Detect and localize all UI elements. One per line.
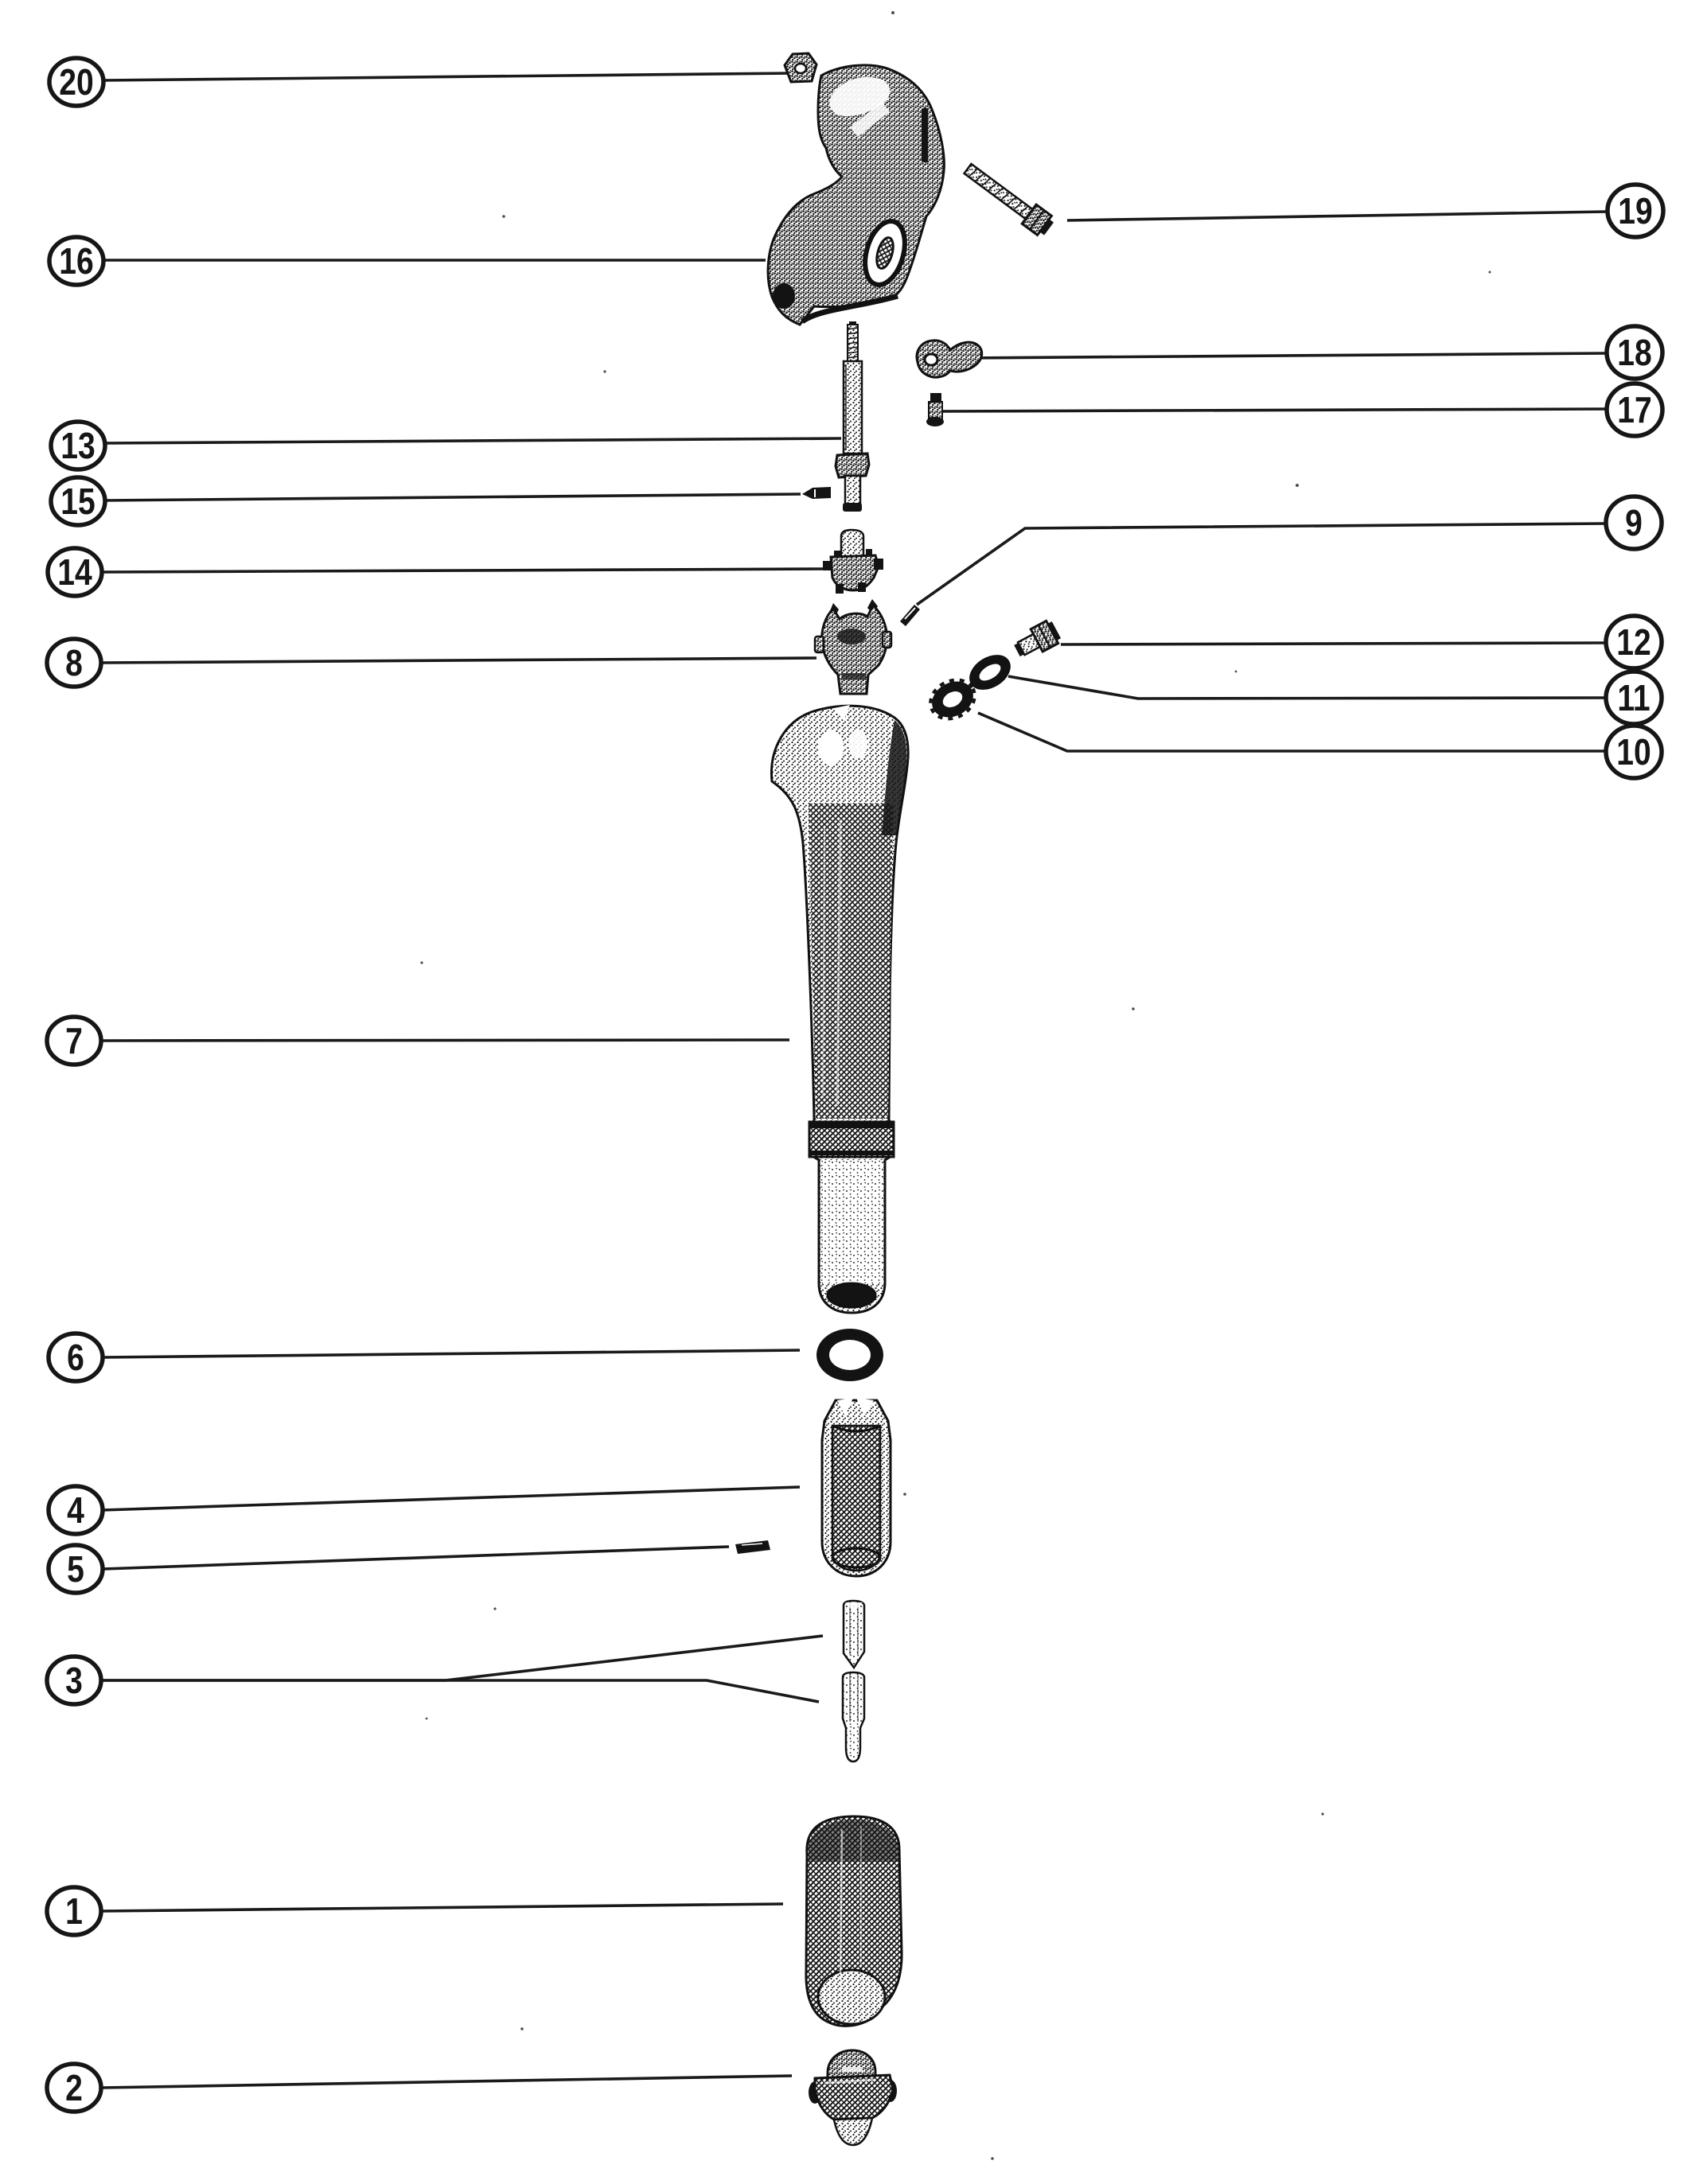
arm-bore-opening <box>828 1283 875 1307</box>
arm-head-highlight <box>818 730 844 765</box>
callout-14 <box>48 548 102 596</box>
callout-number: 5 <box>67 1549 84 1590</box>
callout-number: 19 <box>1618 191 1653 232</box>
part-rubber-mount-1 <box>806 1816 902 2026</box>
callout-20 <box>49 58 103 106</box>
callout-number: 18 <box>1617 333 1652 374</box>
part-hex-nut-20 <box>785 53 816 82</box>
callout-number: 13 <box>60 426 95 467</box>
lever-hole <box>925 354 937 365</box>
callout-number: 1 <box>65 1891 83 1933</box>
callout-number: 11 <box>1617 678 1650 719</box>
callout-number: 3 <box>65 1660 83 1702</box>
callout-number: 9 <box>1625 503 1643 544</box>
callout-18 <box>1607 326 1662 379</box>
callout-number: 14 <box>57 552 92 594</box>
callout-4 <box>49 1486 103 1534</box>
part-drive-pin-3-upper <box>844 1601 864 1668</box>
callout-number: 15 <box>60 481 95 523</box>
callout-number: 16 <box>59 241 94 282</box>
arm-column-shading <box>809 804 893 1119</box>
arm-lower-cylinder <box>820 1160 883 1283</box>
callout-16 <box>49 237 103 285</box>
callout-10 <box>1606 726 1662 778</box>
callout-number: 4 <box>67 1490 84 1532</box>
callout-6 <box>49 1333 103 1381</box>
callout-19 <box>1608 185 1663 237</box>
callout-number: 10 <box>1616 732 1651 773</box>
callout-number: 8 <box>65 643 83 684</box>
bracket-lower-hole <box>773 283 795 309</box>
callout-number: 17 <box>1617 390 1652 431</box>
callout-2 <box>47 2064 101 2112</box>
callout-8 <box>47 639 101 687</box>
callout-11 <box>1606 672 1662 724</box>
callout-1 <box>47 1887 101 1935</box>
shaft-collar <box>836 454 869 477</box>
callout-number: 7 <box>65 1021 83 1062</box>
callout-9 <box>1606 496 1662 549</box>
callout-number: 2 <box>65 2068 83 2109</box>
callout-number: 6 <box>67 1337 84 1379</box>
callout-7 <box>47 1017 101 1065</box>
mount-bottom-cap <box>818 1970 885 2024</box>
callout-15 <box>51 477 105 525</box>
part-o-ring-6 <box>816 1329 883 1381</box>
callout-12 <box>1606 616 1662 668</box>
bracket-slot <box>922 108 928 162</box>
callout-3 <box>47 1656 101 1704</box>
leader-7 <box>101 1040 789 1041</box>
part-drive-pin-3-lower <box>843 1672 864 1762</box>
part-bushing-4 <box>822 1398 891 1576</box>
leader-12 <box>1061 643 1606 644</box>
callout-number: 20 <box>59 62 94 103</box>
callout-5 <box>49 1545 103 1593</box>
callout-number: 12 <box>1616 622 1651 664</box>
callout-13 <box>51 422 105 469</box>
callout-17 <box>1607 383 1662 436</box>
